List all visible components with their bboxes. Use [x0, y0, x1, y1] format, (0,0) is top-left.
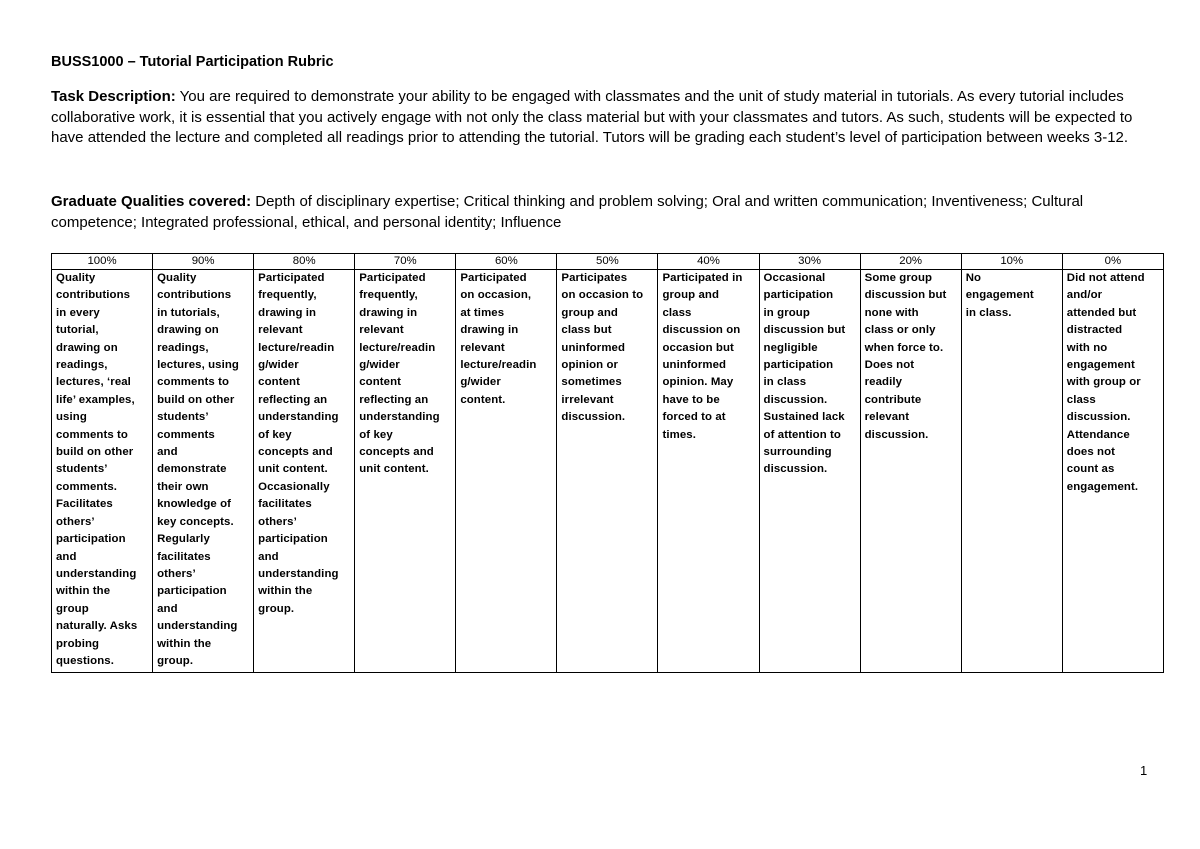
grade-header: 80% — [254, 254, 355, 270]
grade-header: 100% — [52, 254, 153, 270]
grade-header: 50% — [557, 254, 658, 270]
grade-descriptor: Participated frequently, drawing in relevant lecture/readin g/wider content reflecting an understanding of key concepts and unit content. Occasionally facilitates others’ participation and understanding within the group. — [254, 270, 355, 673]
grade-header: 0% — [1062, 254, 1163, 270]
grade-descriptor: Participated in group and class discussion on occasion but uninformed opinion. May have to be forced to at times. — [658, 270, 759, 673]
grade-descriptor: Participates on occasion to group and class but uninformed opinion or sometimes irrelevant discussion. — [557, 270, 658, 673]
page-number: 1 — [1140, 763, 1148, 778]
grade-header: 60% — [456, 254, 557, 270]
grade-header: 20% — [860, 254, 961, 270]
rubric-header-row — [52, 254, 1164, 270]
task-description-text: You are required to demonstrate your ability to be engaged with classmates and the unit of study material in tutorials. As every tutorial includes collaborative work, it is essential that you actively engage with not only the class material but with your classmates and tutors. As such, students will be expected to have attended the lecture and completed all readings prior to attending the tutorial. Tutors will be grading each student’s level of participation between weeks 3-12. — [51, 88, 1133, 146]
rubric-descriptor-row — [52, 270, 1164, 673]
task-description-label: Task Description: — [51, 88, 176, 105]
graduate-qualities-text: Depth of disciplinary expertise; Critical thinking and problem solving; Oral and written communication; Inventiveness; Cultural competence; Integrated professional, ethical, and personal identity; Influence — [51, 193, 1084, 231]
grade-header: 30% — [759, 254, 860, 270]
grade-descriptor: Quality contributions in tutorials, drawing on readings, lectures, using comments to build on other students’ comments and demonstrate their own knowledge of key concepts. Regularly facilitates others’ participation and understanding within the group. — [153, 270, 254, 673]
grade-descriptor: Some group discussion but none with class or only when force to. Does not readily contribute relevant discussion. — [860, 270, 961, 673]
page-title: BUSS1000 – Tutorial Participation Rubric — [51, 54, 334, 70]
graduate-qualities-label: Graduate Qualities covered: — [51, 193, 252, 210]
task-description — [51, 87, 1151, 149]
grade-header: 10% — [961, 254, 1062, 270]
grade-descriptor: Quality contributions in every tutorial, drawing on readings, lectures, ‘real life’ examples, using comments to build on other students’ comments. Facilitates others’ participation and understanding within the group naturally. Asks probing questions. — [52, 270, 153, 673]
rubric-table — [51, 253, 1164, 673]
grade-header: 90% — [153, 254, 254, 270]
grade-descriptor: Participated on occasion, at times drawing in relevant lecture/readin g/wider content. — [456, 270, 557, 673]
grade-descriptor: Occasional participation in group discussion but negligible participation in class discussion. Sustained lack of attention to surrounding discussion. — [759, 270, 860, 673]
grade-header: 40% — [658, 254, 759, 270]
grade-descriptor: No engagement in class. — [961, 270, 1062, 673]
grade-descriptor: Participated frequently, drawing in relevant lecture/readin g/wider content reflecting an understanding of key concepts and unit content. — [355, 270, 456, 673]
grade-descriptor: Did not attend and/or attended but distracted with no engagement with group or class discussion. Attendance does not count as engagement. — [1062, 270, 1163, 673]
graduate-qualities — [51, 192, 1151, 233]
grade-header: 70% — [355, 254, 456, 270]
